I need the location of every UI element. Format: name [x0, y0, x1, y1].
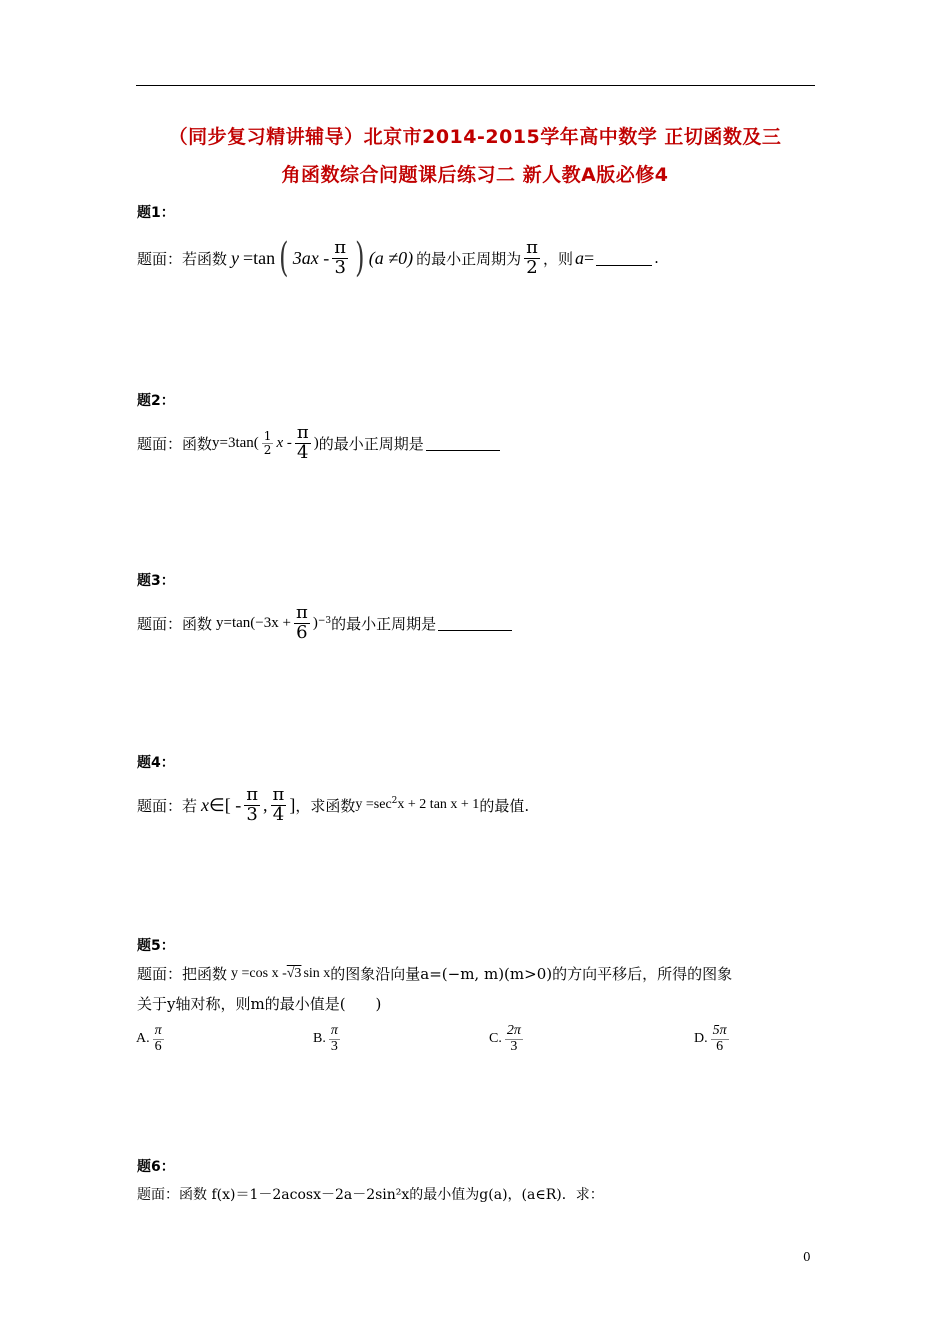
problem-2-half: [262, 430, 274, 456]
frac-numerator: 5π: [712, 1023, 727, 1038]
problem-1-inner: 3ax -: [292, 247, 330, 268]
problem-6-label: 题6：: [137, 1159, 175, 1175]
option-letter: D.: [694, 1031, 708, 1047]
problem-1-pi-over-3: [332, 236, 348, 278]
option-fraction: [329, 1024, 340, 1054]
problem-5-text-line-1: [137, 963, 732, 984]
problem-3-close: ): [312, 614, 318, 631]
problem-2-x: x -: [276, 434, 292, 451]
option-letter: B.: [313, 1031, 326, 1047]
document-title-line-1: （同步复习精讲辅导）北京市2014-2015学年高中数学 正切函数及三: [168, 126, 782, 148]
problem-1-y: y: [231, 247, 240, 268]
problem-3-text: [137, 604, 514, 643]
problem-1-a: a: [574, 247, 584, 268]
problem-1-prefix: 题面：若函数: [137, 249, 228, 268]
frac-numerator: π: [295, 602, 308, 623]
problem-1-end: .: [654, 249, 659, 267]
document-title-line-2: 角函数综合问题课后练习二 新人教A版必修4: [281, 164, 669, 186]
problem-1-tan: =tan: [243, 247, 276, 268]
problem-2-text: [137, 424, 502, 463]
problem-4-tail: 的最值.: [479, 796, 530, 815]
problem-4-label: 题4：: [137, 755, 175, 771]
problem-4-mid: ，求函数: [295, 796, 356, 815]
problem-1-eq: =: [583, 247, 595, 268]
answer-blank[interactable]: [438, 616, 512, 631]
problem-2-close: ): [313, 434, 319, 451]
problem-4-func: y =sec: [355, 797, 392, 813]
frac-denominator: 6: [716, 1038, 724, 1054]
answer-blank[interactable]: [596, 251, 652, 266]
frac-numerator: π: [334, 236, 347, 258]
frac-denominator: 6: [296, 621, 308, 643]
problem-5-prefix: 题面：把函数: [137, 965, 228, 983]
option-a[interactable]: [136, 1024, 167, 1054]
problem-2-pi-over-4: [295, 424, 311, 463]
frac-denominator: 4: [272, 803, 285, 825]
problem-5-func: y =cos x -: [231, 965, 287, 981]
problem-6-text: 题面：函数 f(x)＝1－2acosx－2a－2sin²x的最小值为g(a)，(a∈R)．求：: [137, 1187, 604, 1203]
problem-3-tail: 的最小正周期是: [331, 614, 437, 633]
problem-4-comma: ,: [263, 794, 268, 815]
frac-denominator: 3: [510, 1038, 518, 1054]
problem-4-in: ∈[ -: [209, 794, 242, 815]
problem-3-pi-over-6: [294, 604, 310, 643]
problem-4-square: 2: [391, 796, 398, 806]
problem-4-x: x: [201, 794, 210, 815]
option-letter: A.: [136, 1031, 150, 1047]
frac-numerator: π: [154, 1023, 162, 1038]
left-paren-icon: (: [279, 235, 289, 281]
problem-4-func2: x + 2 tan x + 1: [397, 797, 480, 813]
option-c[interactable]: [489, 1024, 526, 1054]
problem-1-label: 题1：: [137, 205, 175, 221]
frac-denominator: 2: [526, 256, 538, 278]
problem-4-pi-over-3: [244, 786, 260, 825]
option-d[interactable]: [694, 1024, 732, 1054]
frac-denominator: 4: [297, 441, 309, 463]
header-rule: [136, 85, 815, 86]
option-fraction: [153, 1024, 164, 1054]
frac-denominator: 6: [154, 1038, 162, 1054]
frac-denominator: 2: [263, 442, 272, 457]
problem-5-text-line-2: 关于y轴对称，则m的最小值是( ): [137, 995, 382, 1013]
problem-3-func: y=tan(−3x +: [216, 614, 291, 631]
option-b[interactable]: [313, 1024, 343, 1054]
problem-4-pi-over-4: [271, 786, 287, 825]
frac-numerator: π: [246, 784, 259, 805]
right-paren-icon: ): [355, 235, 365, 281]
problem-1-mid: 的最小正周期为: [416, 249, 522, 268]
problem-5-label: 题5：: [137, 938, 175, 954]
problem-3-label: 题3：: [137, 573, 175, 589]
problem-3-superscript: −3: [317, 616, 332, 626]
problem-5-line1-tail: 的图象沿向量a=(−m, m)(m>0)的方向平移后，所得的图象: [330, 965, 733, 983]
frac-numerator: π: [330, 1023, 338, 1038]
problem-4-prefix: 题面：若: [137, 796, 198, 815]
problem-2-tail: 的最小正周期是: [318, 434, 424, 453]
option-letter: C.: [489, 1031, 502, 1047]
frac-numerator: 1: [263, 429, 272, 444]
problem-1-tail: ，则: [542, 249, 573, 268]
problem-1-pi-over-2: [524, 236, 540, 278]
frac-numerator: π: [296, 422, 309, 443]
problem-2-label: 题2：: [137, 393, 175, 409]
frac-denominator: 3: [334, 256, 346, 278]
frac-numerator: 2π: [506, 1023, 521, 1038]
problem-2-func: y=3tan(: [212, 434, 259, 451]
problem-1-text: [137, 235, 659, 281]
page-number: 0: [803, 1250, 811, 1264]
answer-blank[interactable]: [426, 436, 500, 451]
frac-numerator: π: [526, 236, 538, 258]
problem-4-close: ]: [289, 794, 296, 815]
problem-3-prefix: 题面：函数: [137, 614, 213, 633]
frac-denominator: 3: [330, 1038, 338, 1054]
frac-denominator: 3: [246, 803, 258, 825]
problem-2-prefix: 题面：函数: [137, 434, 213, 453]
problem-1-condition: (a ≠0): [368, 247, 414, 268]
option-fraction: [711, 1024, 729, 1054]
frac-numerator: π: [272, 784, 285, 805]
problem-5-func2: sin x: [303, 965, 331, 981]
problem-5-sqrt: √3: [286, 965, 302, 981]
option-fraction: [505, 1024, 523, 1054]
problem-4-text: [137, 786, 529, 825]
